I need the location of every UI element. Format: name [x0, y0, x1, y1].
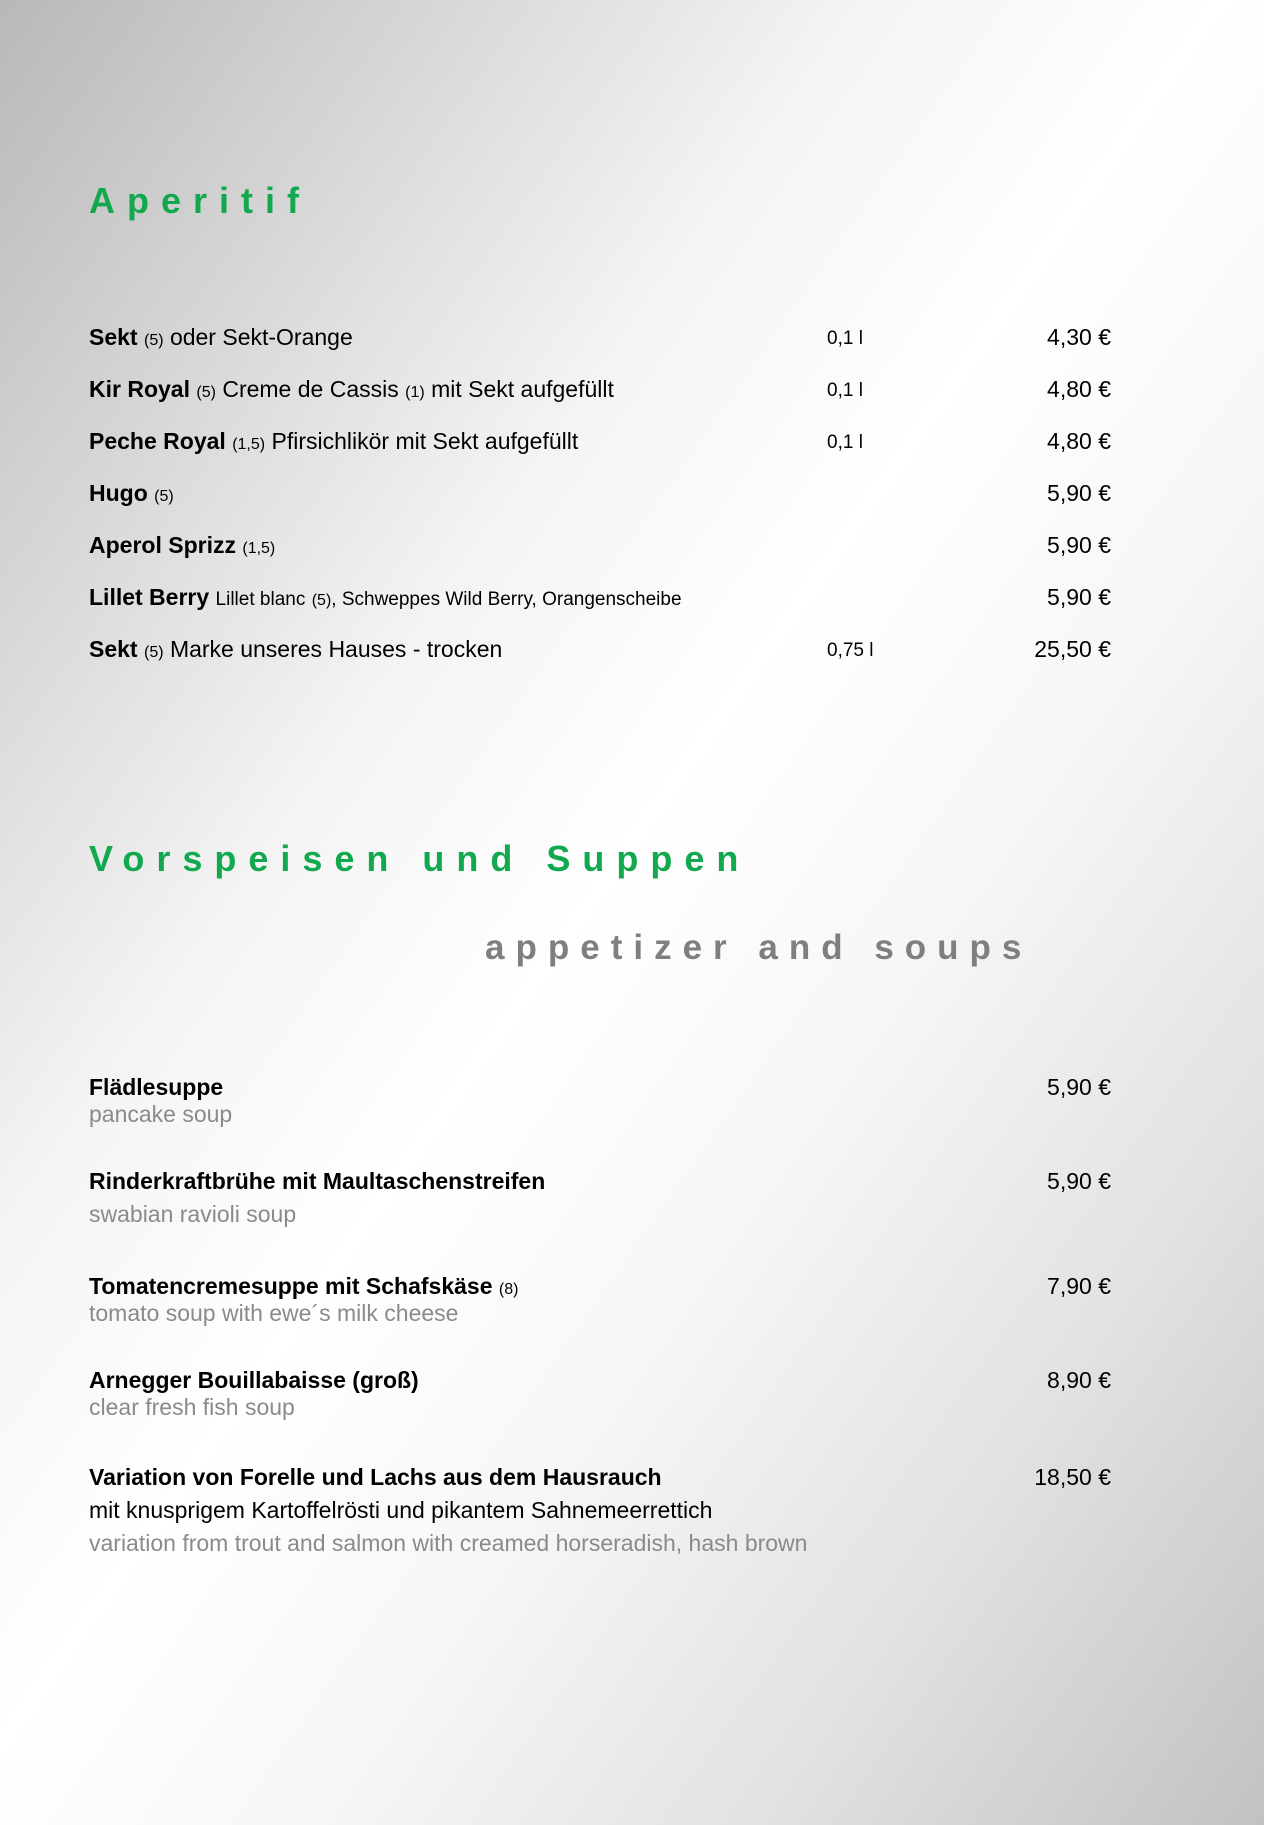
- item-name: Sekt: [89, 636, 138, 662]
- menu-item: [89, 1168, 1111, 1228]
- allergen-code: (5): [143, 332, 164, 349]
- item-english: pancake soup: [89, 1101, 233, 1127]
- item-name: Aperol Sprizz: [89, 532, 236, 558]
- allergen-code: (8): [498, 1281, 519, 1298]
- item-german-description: mit knusprigem Kartoffelrösti und pikantem Sahnemeerrettich: [89, 1497, 713, 1523]
- item-volume: 0,1 l: [827, 328, 863, 349]
- starters-heading: Vorspeisen und Suppen: [89, 838, 751, 879]
- item-english: clear fresh fish soup: [89, 1394, 295, 1420]
- allergen-code: (1,5): [242, 540, 276, 557]
- item-price: 5,90 €: [1047, 584, 1111, 610]
- menu-item: [89, 1074, 1111, 1128]
- allergen-code: (1): [405, 384, 425, 401]
- menu-item: [89, 1367, 1111, 1421]
- allergen-code: (5): [154, 488, 174, 505]
- menu-item: [89, 1273, 1111, 1327]
- item-price: 5,90 €: [1047, 1074, 1111, 1100]
- starters-subheading: appetizer and soups: [485, 928, 1033, 967]
- menu-item: [89, 532, 1111, 566]
- menu-item: [89, 324, 1111, 358]
- item-name: Sekt: [89, 324, 138, 350]
- item-name: Tomatencremesuppe mit Schafskäse: [89, 1273, 493, 1299]
- menu-item: [89, 480, 1111, 514]
- allergen-code: (5): [196, 384, 216, 401]
- allergen-code: (1,5): [232, 436, 266, 453]
- item-name: Hugo: [89, 480, 148, 506]
- item-english: variation from trout and salmon with creamed horseradish, hash brown: [89, 1530, 808, 1556]
- item-description: Lillet blanc: [215, 589, 306, 610]
- allergen-code: (5): [143, 644, 164, 661]
- item-price: 5,90 €: [1047, 532, 1111, 558]
- allergen-code: (5): [311, 592, 332, 609]
- item-english: tomato soup with ewe´s milk cheese: [89, 1300, 459, 1326]
- item-name: Peche Royal: [89, 428, 226, 454]
- item-name: Flädlesuppe: [89, 1074, 224, 1100]
- item-name: Kir Royal: [89, 376, 190, 402]
- item-price: 5,90 €: [1047, 1168, 1111, 1194]
- item-price: 8,90 €: [1047, 1367, 1111, 1393]
- item-name: Arnegger Bouillabaisse (groß): [89, 1367, 419, 1393]
- item-description: Marke unseres Hauses - trocken: [169, 636, 503, 662]
- item-volume: 0,75 l: [827, 640, 874, 661]
- item-price: 4,30 €: [1047, 324, 1111, 350]
- item-volume: 0,1 l: [827, 432, 863, 453]
- menu-item: [89, 428, 1111, 462]
- item-name: Variation von Forelle und Lachs aus dem Hausrauch: [89, 1464, 662, 1490]
- item-volume: 0,1 l: [827, 380, 863, 401]
- item-description: mit Sekt aufgefüllt: [431, 376, 614, 402]
- menu-item: [89, 636, 1111, 670]
- item-description: , Schweppes Wild Berry, Orangenscheibe: [331, 589, 682, 610]
- item-price: 25,50 €: [1034, 636, 1111, 662]
- item-name: Lillet Berry: [89, 584, 210, 610]
- item-price: 18,50 €: [1034, 1464, 1111, 1490]
- item-price: 5,90 €: [1047, 480, 1111, 506]
- aperitif-heading: Aperitif: [89, 180, 311, 221]
- item-price: 4,80 €: [1047, 376, 1111, 402]
- item-english: swabian ravioli soup: [89, 1201, 297, 1227]
- item-description: oder Sekt-Orange: [169, 324, 353, 350]
- menu-item: [89, 584, 1111, 618]
- item-description: Creme de Cassis: [222, 376, 399, 402]
- item-price: 7,90 €: [1047, 1273, 1111, 1299]
- menu-item: [89, 376, 1111, 410]
- menu-item: [89, 1464, 1111, 1557]
- item-name: Rinderkraftbrühe mit Maultaschenstreifen: [89, 1168, 546, 1194]
- item-description: Pfirsichlikör mit Sekt aufgefüllt: [271, 428, 579, 454]
- item-price: 4,80 €: [1047, 428, 1111, 454]
